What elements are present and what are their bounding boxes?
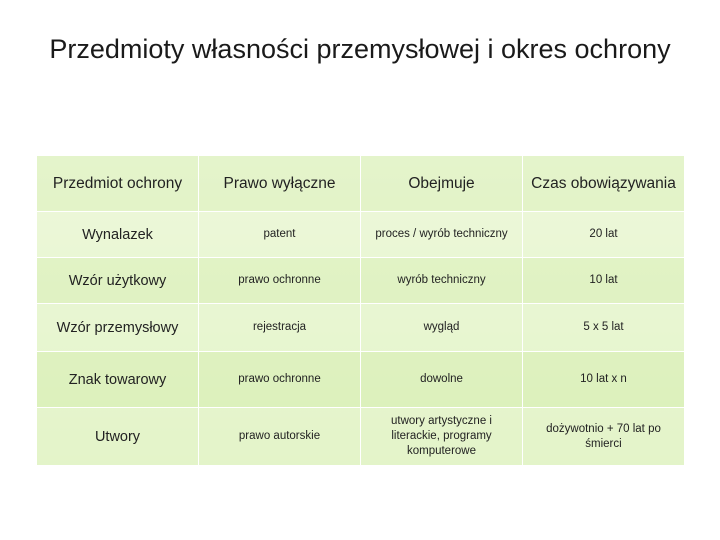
table-cell: 10 lat: [523, 258, 685, 304]
table-cell: dowolne: [361, 352, 523, 408]
page-title: Przedmioty własności przemysłowej i okres ochrony: [49, 34, 671, 64]
table-cell: rejestracja: [199, 304, 361, 352]
table-cell: Wzór przemysłowy: [37, 304, 199, 352]
table-row: [37, 408, 685, 466]
header-cell: Czas obowiązywania: [523, 156, 685, 212]
table-cell: 10 lat x n: [523, 352, 685, 408]
header-cell: Przedmiot ochrony: [37, 156, 199, 212]
table-cell: utwory artystyczne i literackie, programy komputerowe: [361, 408, 523, 466]
table-cell: dożywotnio + 70 lat po śmierci: [523, 408, 685, 466]
table-cell: Wynalazek: [37, 212, 199, 258]
table-row: [37, 304, 685, 352]
table-cell: 5 x 5 lat: [523, 304, 685, 352]
table-cell: Wzór użytkowy: [37, 258, 199, 304]
table-cell: wygląd: [361, 304, 523, 352]
table-header-row: [37, 156, 685, 212]
table-cell: Utwory: [37, 408, 199, 466]
table-cell: prawo ochronne: [199, 352, 361, 408]
table-cell: proces / wyrób techniczny: [361, 212, 523, 258]
table-row: [37, 352, 685, 408]
table-row: [37, 212, 685, 258]
table-cell: prawo autorskie: [199, 408, 361, 466]
header-cell: Obejmuje: [361, 156, 523, 212]
table-row: [37, 258, 685, 304]
table-cell: patent: [199, 212, 361, 258]
table-cell: Znak towarowy: [37, 352, 199, 408]
table-cell: prawo ochronne: [199, 258, 361, 304]
table-cell: 20 lat: [523, 212, 685, 258]
protection-table: [36, 155, 685, 466]
table-cell: wyrób techniczny: [361, 258, 523, 304]
header-cell: Prawo wyłączne: [199, 156, 361, 212]
